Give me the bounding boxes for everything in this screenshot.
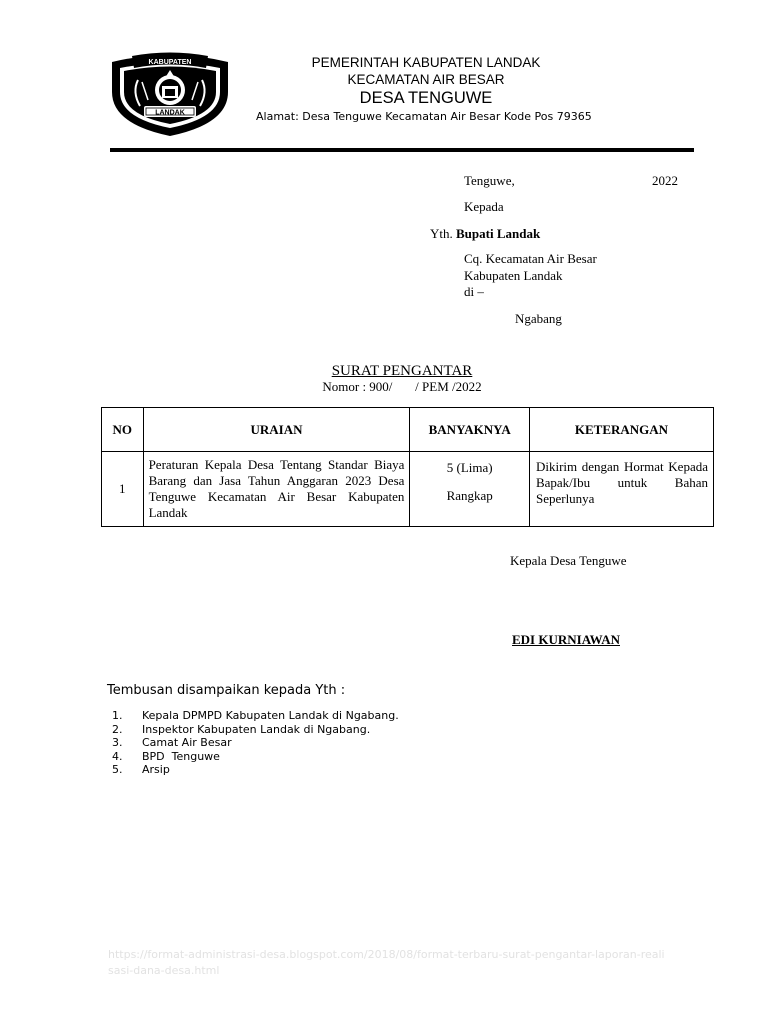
letterhead-divider (110, 148, 694, 152)
recipient-city: Ngabang (515, 311, 562, 326)
cell-keterangan (529, 452, 713, 527)
items-table (101, 407, 714, 527)
recipient-yth (430, 226, 540, 242)
list-item-text: Inspektor Kabupaten Landak di Ngabang. (142, 722, 371, 736)
header-banyaknya: BANYAKNYA (410, 408, 530, 452)
list-item (108, 750, 399, 764)
header-keterangan: KETERANGAN (529, 408, 713, 452)
cell-uraian (143, 452, 410, 527)
list-item-number: 4. (112, 749, 123, 763)
watermark-url: https://format-administrasi-desa.blogspot.com/2018/08/format-terbaru-surat-pengantar-laporan-realisasi-dana-desa.html (108, 948, 665, 977)
list-item-number: 3. (112, 736, 123, 749)
logo-banner-text: KABUPATEN (148, 59, 192, 66)
cell-banyaknya (410, 452, 530, 527)
header-no: NO (102, 408, 144, 452)
list-item-number: 5. (112, 763, 123, 776)
list-item (108, 709, 399, 723)
list-item (108, 723, 399, 737)
list-item (108, 763, 399, 777)
cc-list (108, 709, 399, 777)
cell-banyaknya-qty: 5 (Lima) (446, 460, 493, 475)
list-item-text: Kepala DPMPD Kabupaten Landak di Ngabang. (142, 709, 399, 722)
cell-no: 1 (102, 452, 144, 527)
recipient-cq: Cq. Kecamatan Air Besar (464, 251, 597, 266)
list-item-text: Arsip (142, 763, 170, 776)
letterhead-line-1: PEMERINTAH KABUPATEN LANDAK (311, 55, 541, 70)
letter-year: 2022 (652, 173, 678, 188)
cell-uraian-text: Peraturan Kepala Desa Tentang Standar Biaya Barang dan Jasa Tahun Anggaran 2023 Desa Tenguwe Kecamatan Air Besar Kabupaten Landak (148, 457, 405, 520)
letter-number: Nomor : 900/ / PEM /2022 (322, 379, 482, 394)
letterhead-line-2: KECAMATAN AIR BESAR (347, 72, 505, 87)
recipient-yth-prefix: Yth. (430, 226, 456, 241)
list-item (108, 736, 399, 750)
list-item-number: 2. (112, 722, 123, 736)
header-uraian: URAIAN (143, 408, 410, 452)
letter-title: SURAT PENGANTAR (331, 363, 473, 379)
list-item-number: 1. (112, 709, 123, 722)
signature-name: EDI KURNIAWAN (512, 632, 620, 647)
list-item-text: BPD Tenguwe (142, 749, 220, 763)
list-item-text: Camat Air Besar (142, 736, 232, 749)
recipient-name: Bupati Landak (456, 226, 541, 241)
cell-banyaknya-unit: Rangkap (446, 488, 493, 503)
cc-heading: Tembusan disampaikan kepada Yth : (107, 683, 346, 698)
recipient-kabupaten: Kabupaten Landak (464, 268, 563, 283)
recipient-di: di – (464, 284, 484, 299)
letterhead-village-name: DESA TENGUWE (359, 89, 493, 107)
logo-scroll-text: LANDAK (155, 109, 185, 117)
letterhead-address: Alamat: Desa Tenguwe Kecamatan Air Besar Kode Pos 79365 (256, 110, 592, 123)
cell-keterangan-text: Dikirim dengan Hormat Kepada Bapak/Ibu untuk Bahan Seperlunya (535, 459, 708, 506)
table-header-row (102, 408, 714, 452)
signature-title: Kepala Desa Tenguwe (510, 553, 627, 568)
letter-place: Tenguwe, (464, 173, 515, 188)
recipient-kepada: Kepada (464, 199, 504, 214)
table-row (102, 452, 714, 527)
